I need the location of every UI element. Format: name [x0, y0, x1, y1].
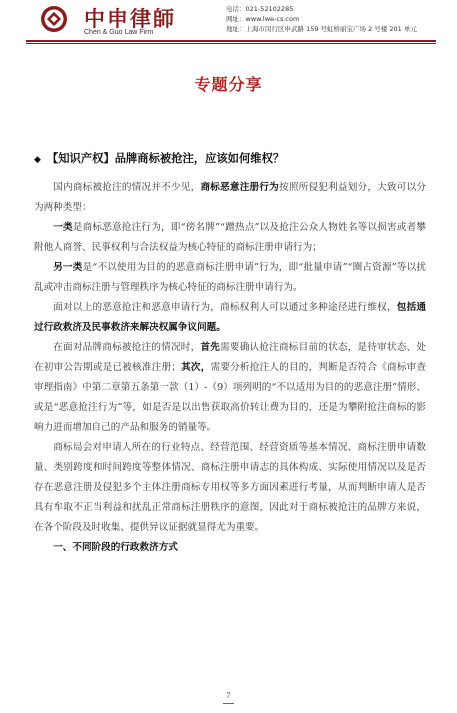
bold-text: 其次，	[180, 362, 211, 373]
text-run: 在面对品牌商标被抢注的情况时，	[53, 342, 201, 353]
bold-text: 一类	[53, 222, 73, 233]
bold-text: 另一类	[53, 262, 83, 273]
paragraph-6: 商标局会对申请人所在的行业特点、经营范围、经营资质等基本情况、商标注册申请数量、类别跨度和时间跨度等整体情况、商标注册申请志的具体构成、实际使用情况以及是否存在恶意注册及侵犯多个主体注册商标专用权等多方面因素进行考量，从而判断申请人是否具有牟取不正当利益和扰乱正常商标注册秩序的意图，因此对于商标被抢注的品牌方来说，在各个阶段及时收集、提供异议证据就显得尤为重要。	[34, 442, 426, 533]
phone: 电话：021-52102285	[226, 5, 294, 13]
paragraph-2	[34, 218, 426, 258]
text-run: 需要确认抢注商标目前的状态，是待审状态、处在初审公告期或是已被核准注册；	[34, 342, 427, 373]
text-run: 需要分析抢注人的目的，判断是否符合《商标审查审理指南》中第二章第五条第一款（1）-（9）项列明的“不以适用为目的的恶意注册”情形、或是“恶意抢注行为”等，如是否是以出售获取高价转让费为目的，还是为攀附抢注商标的影响力进而增加自己的产品和服务的销量等。	[34, 362, 427, 433]
page-header	[0, 0, 457, 44]
website: 网址：www.lwe-cs.com	[226, 15, 300, 23]
page-number: 7	[226, 691, 231, 700]
bold-text: 商标恶意注册行为	[200, 182, 279, 193]
text-run: 国内商标被抢注的情况并不少见，	[53, 182, 201, 193]
bold-text: 首先	[200, 342, 221, 353]
paragraph-1	[34, 178, 426, 218]
page-number-underline	[223, 703, 234, 704]
text-run: 按照所侵犯利益划分，大致可以分为两种类型：	[34, 182, 427, 213]
bold-text: 包括通过行政救济及民事救济来解决权属争议问题。	[34, 302, 427, 333]
sub-heading: 一、不同阶段的行政救济方式	[53, 542, 178, 553]
firm-name-cn: 中申律師	[84, 6, 176, 31]
firm-name-en: Chen & Guo Law Firm	[84, 29, 154, 36]
section-heading-text: 【知识产权】品牌商标被抢注，应该如何维权？	[46, 152, 285, 165]
paragraph-4	[34, 298, 426, 338]
paragraph-5	[34, 338, 426, 438]
text-run: 面对以上的恶意抢注和恶意申请行为，商标权利人可以通过多种途径进行维权，	[53, 302, 397, 313]
firm-logo-icon	[40, 5, 68, 33]
text-run: 是商标恶意抢注行为，即“傍名牌”“蹭热点”以及抢注公众人物姓名等以损害或者攀附他人商誉、民事权利与合法权益为核心特征的商标注册申请行为；	[34, 222, 427, 253]
header-divider-thin	[26, 43, 436, 44]
text-run: 是“不以使用为目的的恶意商标注册申请”行为，即“批量申请”“圈占资源”等以扰乱或冲击商标注册与管理秩序为核心特征的商标注册申请行为。	[34, 262, 426, 293]
contact-info	[226, 4, 417, 34]
page-title: 专题分享	[194, 75, 263, 94]
diamond-bullet-icon: ◆	[34, 155, 41, 165]
header-divider	[26, 40, 436, 42]
address: 地址：上海市闵行区申武路 159 号虹桥丽宝广场 2 号楼 201 单元	[226, 25, 417, 33]
article-body	[34, 178, 426, 558]
section-heading	[34, 150, 434, 166]
paragraph-3	[34, 258, 426, 298]
